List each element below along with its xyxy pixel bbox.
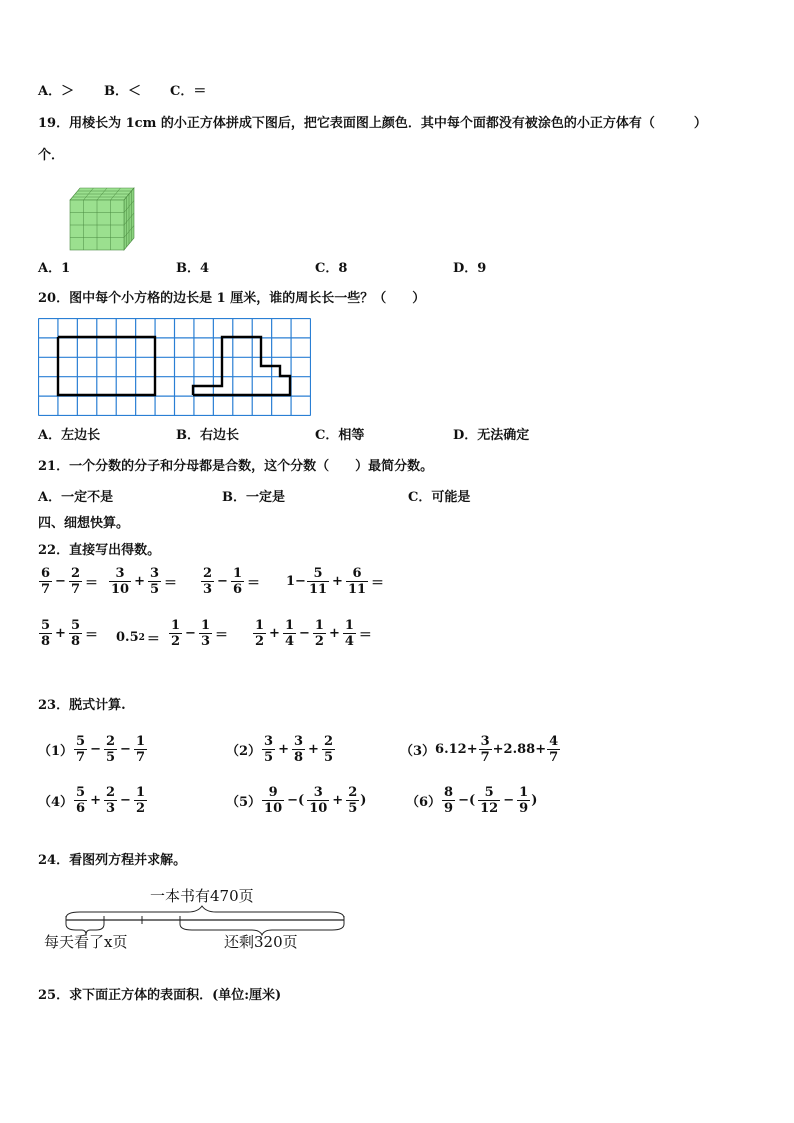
q18-option-b: B．＜ (104, 84, 141, 99)
q19-option-b: B．4 (176, 261, 210, 276)
section-title: 四、细想快算。 (38, 516, 130, 531)
q23-item-2: （2） $\frac{3}{5}$ + $\frac{3}{8}$ + $\frac{2}{5}$ (226, 734, 333, 765)
q23-item-3: （3） 6.12+ $\frac{3}{7}$ +2.88+ $\frac{4}{7}$ (400, 734, 559, 765)
total-pages-label: 一本书有470页 (150, 887, 254, 905)
q21-question: 21．一个分数的分子和分母都是合数，这个分数（ ）最简分数。 (38, 459, 434, 474)
q19-option-c: C．8 (315, 261, 348, 276)
q25-question: 25．求下面正方体的表面积．(单位:厘米) (38, 988, 282, 1003)
q19-question: 19．用棱长为 1cm 的小正方体拼成下图后，把它表面图上颜色．其中每个面都没有被涂色的小正方体有（ ） (38, 116, 707, 131)
q22-expr-6: 0.5 2 ＝ (116, 630, 160, 647)
q23-item-1: （1） $\frac{5}{7}$ − $\frac{2}{5}$ − $\frac{1}{7}$ (38, 734, 145, 765)
q20-option-a: A．左边长 (38, 428, 101, 443)
q22-expr-4: 1− $\frac{5}{11}$ + $\frac{6}{11}$ ＝ (286, 566, 385, 597)
daily-pages-label: 每天看了x页 (44, 933, 128, 951)
q22-expr-3: $\frac{2}{3}$ − $\frac{1}{6}$ ＝ (203, 566, 261, 597)
q19-option-a: A．1 (38, 261, 71, 276)
q20-question: 20．图中每个小方格的边长是 1 厘米，谁的周长长一些？（ ） (38, 291, 426, 306)
perimeter-grid-figure (38, 318, 311, 416)
q20-option-c: C．相等 (315, 428, 365, 443)
q20-option-b: B．右边长 (176, 428, 239, 443)
q23-question: 23．脱式计算. (38, 698, 126, 713)
q22-expr-8: $\frac{1}{2}$ + $\frac{1}{4}$ − $\frac{1}{2}$ + $\frac{1}{4}$ ＝ (255, 618, 372, 649)
q18-option-a: A．＞ (38, 84, 75, 99)
q22-expr-2: $\frac{3}{10}$ + $\frac{3}{5}$ ＝ (111, 566, 178, 597)
q21-option-c: C．可能是 (408, 490, 471, 505)
q23-item-4: （4） $\frac{5}{6}$ + $\frac{2}{3}$ − $\frac{1}{2}$ (38, 785, 145, 816)
remaining-pages-label: 还剩320页 (224, 933, 298, 951)
q21-option-b: B．一定是 (222, 490, 285, 505)
q22-expr-1: $\frac{6}{7}$ − $\frac{2}{7}$ ＝ (41, 566, 99, 597)
q22-question: 22．直接写出得数。 (38, 543, 161, 558)
q23-item-5: （5） $\frac{9}{10}$ −( $\frac{3}{10}$ + $\frac{2}{5}$ ) (226, 785, 367, 816)
q20-option-d: D．无法确定 (453, 428, 530, 443)
cube-figure (66, 184, 138, 252)
q21-option-a: A．一定不是 (38, 490, 114, 505)
q19-question-cont: 个． (38, 148, 65, 163)
q22-expr-7: $\frac{1}{2}$ − $\frac{1}{3}$ ＝ (171, 618, 229, 649)
q22-expr-5: $\frac{5}{8}$ + $\frac{5}{8}$ ＝ (41, 618, 99, 649)
q23-item-6: （6） $\frac{8}{9}$ −( $\frac{5}{12}$ − $\frac{1}{9}$ ) (406, 785, 538, 816)
q24-question: 24．看图列方程并求解。 (38, 853, 187, 868)
q18-option-c: C．＝ (170, 84, 207, 99)
q19-option-d: D．9 (453, 261, 487, 276)
